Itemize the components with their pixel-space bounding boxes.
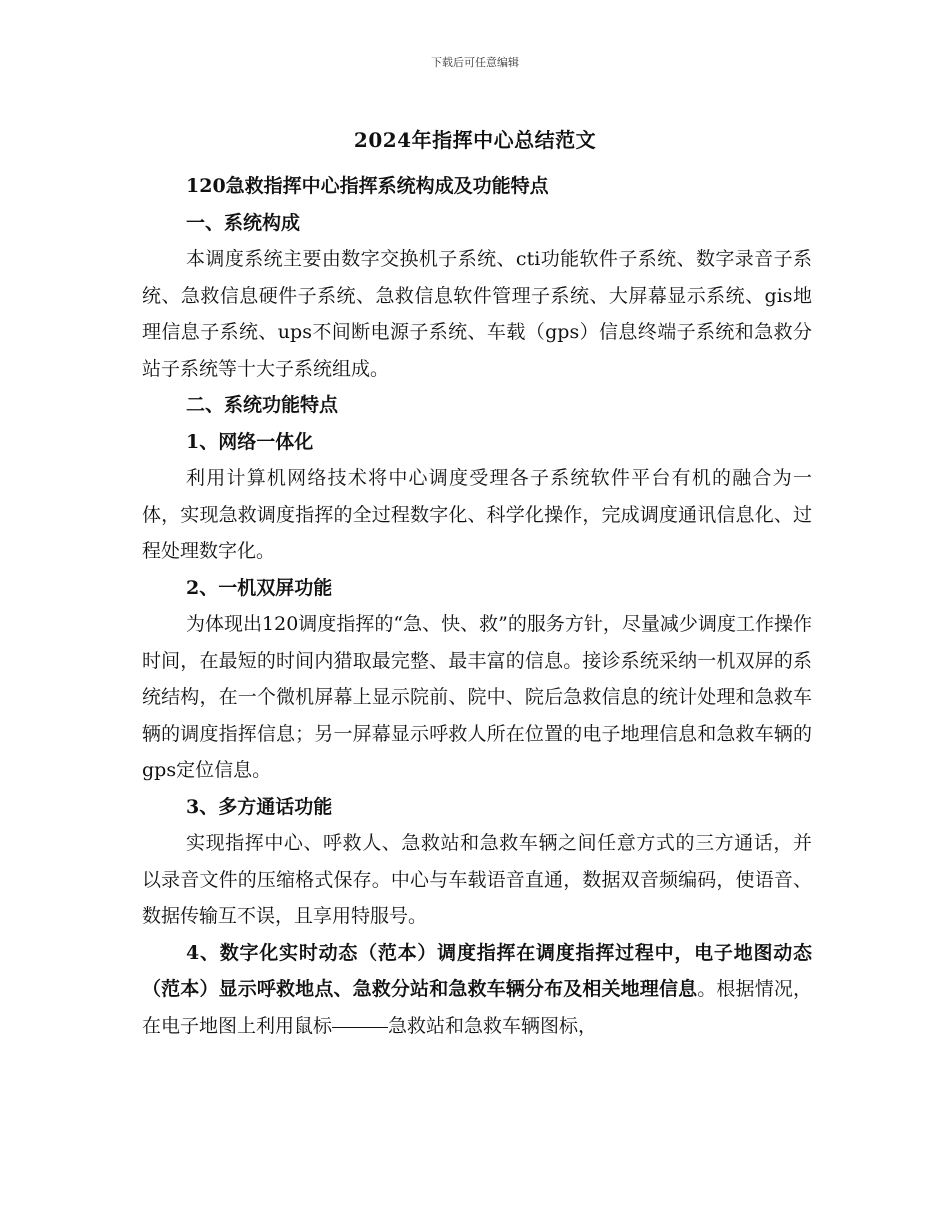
item-heading-network-integration: 1、网络一体化 bbox=[186, 430, 314, 453]
section-heading-system-features: 二、系统功能特点 bbox=[186, 394, 339, 416]
paragraph-network-integration: 利用计算机网络技术将中心调度受理各子系统软件平台有机的融合为一体，实现急救调度指挥的全过程数字化、科学化操作，完成调度通讯信息化、过程处理数字化。 bbox=[142, 467, 812, 562]
paragraph-multiparty-call: 实现指挥中心、呼救人、急救站和急救车辆之间任意方式的三方通话，并以录音文件的压缩格式保存。中心与车载语音直通，数据双音频编码，使语音、数据传输互不误，且享用特服号。 bbox=[142, 832, 812, 927]
document-body bbox=[142, 168, 812, 1044]
page-header-note: 下载后可任意编辑 bbox=[431, 56, 519, 69]
paragraph-system-composition: 本调度系统主要由数字交换机子系统、cti功能软件子系统、数字录音子系统、急救信息硬件子系统、急救信息软件管理子系统、大屏幕显示系统、gis地理信息子系统、ups不间断电源子系统、车载（gps）信息终端子系统和急救分站子系统等十大子系统组成。 bbox=[142, 248, 812, 380]
digital-dispatch-text: 。根据情况，在电子地图上利用鼠标 bbox=[142, 978, 812, 1037]
digital-dispatch-text-end: 急救站和急救车辆图标， bbox=[388, 1014, 598, 1037]
document-subtitle: 120急救指挥中心指挥系统构成及功能特点 bbox=[186, 175, 549, 197]
section-heading-system-composition: 一、系统构成 bbox=[186, 211, 301, 234]
paragraph-dual-screen: 为体现出120调度指挥的“急、快、救”的服务方针，尽量减少调度工作操作时间，在最短的时间内猎取最完整、最丰富的信息。接诊系统采纳一机双屏的系统结构，在一个微机屏幕上显示院前、院中、院后急救信息的统计处理和急救车辆的调度指挥信息；另一屏幕显示呼救人所在位置的电子地理信息和急救车辆的gps定位信息。 bbox=[142, 613, 812, 781]
paragraph-digital-dispatch bbox=[142, 935, 812, 1045]
item-heading-dual-screen: 2、一机双屏功能 bbox=[186, 576, 333, 599]
fill-in-blank-line bbox=[332, 1026, 388, 1028]
digital-dispatch-bold-text: 4、数字化实时动态（范本）调度指挥在调度指挥过程中，电子地图动态（范本）显示呼救地点、急救分站和急救车辆分布及相关地理信息 bbox=[142, 941, 812, 1000]
document-title: 2024年指挥中心总结范文 bbox=[353, 128, 597, 152]
item-heading-multiparty-call: 3、多方通话功能 bbox=[186, 795, 333, 818]
